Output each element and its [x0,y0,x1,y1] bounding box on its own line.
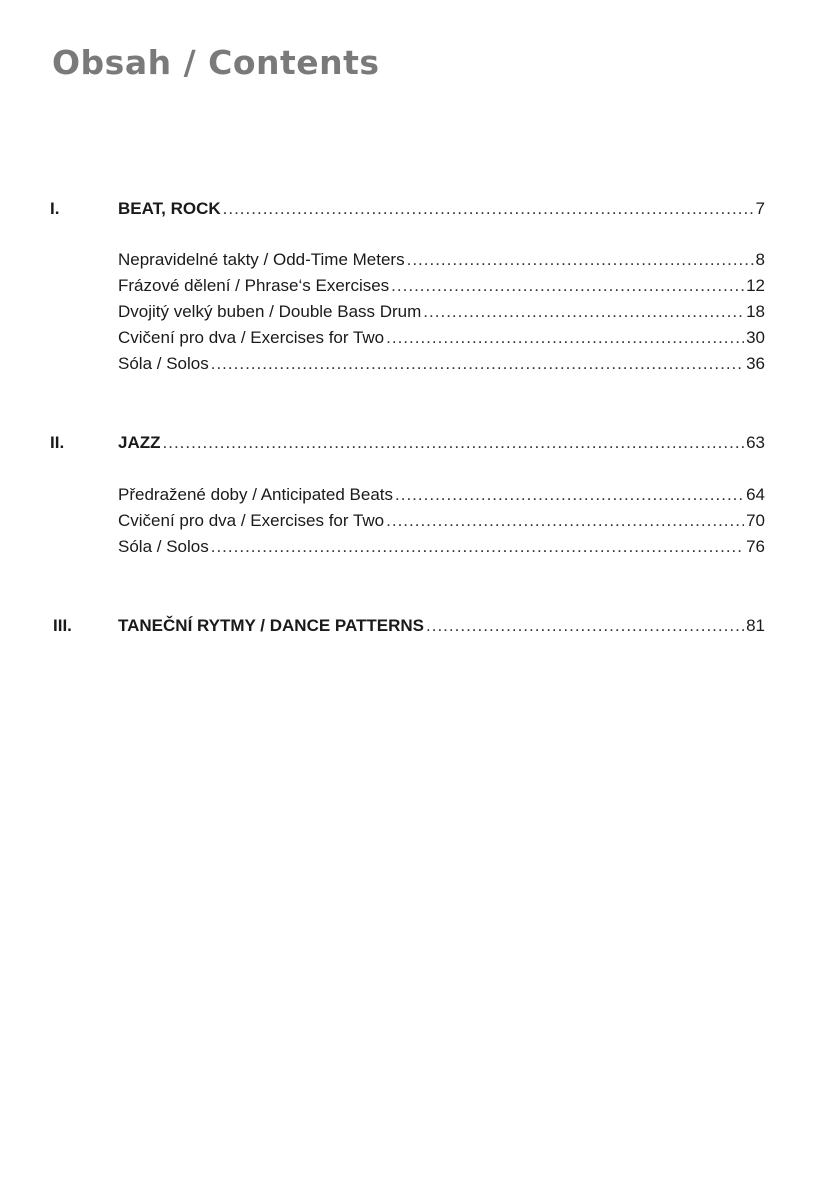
dot-leader [423,300,744,324]
item-title: Sóla / Solos [118,354,209,373]
dot-leader [426,614,744,638]
toc-section-beat-rock[interactable] [118,197,765,221]
toc-item-solos[interactable] [118,352,765,376]
page-number: 18 [746,302,765,321]
toc-item-exercises-for-two[interactable] [118,326,765,350]
page-number: 8 [755,250,765,269]
item-title: Cvičení pro dva / Exercises for Two [118,328,385,347]
page-number: 81 [746,616,765,635]
page-number: 76 [746,537,765,556]
section-numeral: III. [53,616,72,635]
dot-leader [211,352,744,376]
item-title: Předražené doby / Anticipated Beats [118,485,394,504]
page-number: 36 [746,354,765,373]
page-title: Obsah / Contents [52,43,380,82]
item-title: Frázové dělení / Phrase‘s Exercises [118,276,390,295]
section-title: JAZZ [118,433,161,452]
page-number: 70 [746,511,765,530]
page-number: 30 [746,328,765,347]
page-number: 64 [746,485,765,504]
section-title: TANEČNÍ RYTMY / DANCE PATTERNS [118,616,425,635]
item-title: Cvičení pro dva / Exercises for Two [118,511,385,530]
section-title: BEAT, ROCK [118,199,221,218]
dot-leader [395,483,744,507]
dot-leader [391,274,744,298]
toc-item-double-bass-drum[interactable] [118,300,765,324]
dot-leader [386,509,744,533]
dot-leader [211,535,744,559]
item-title: Sóla / Solos [118,537,209,556]
toc-item-exercises-for-two[interactable] [118,509,765,533]
item-title: Nepravidelné takty / Odd-Time Meters [118,250,405,269]
dot-leader [407,248,754,272]
dot-leader [386,326,744,350]
toc-item-solos[interactable] [118,535,765,559]
page-number: 12 [746,276,765,295]
toc-item-phrase-exercises[interactable] [118,274,765,298]
dot-leader [163,431,745,455]
page-number: 7 [755,199,765,218]
dot-leader [223,197,754,221]
section-numeral: II. [50,433,65,452]
toc-item-anticipated-beats[interactable] [118,483,765,507]
page-number: 63 [746,433,765,452]
item-title: Dvojitý velký buben / Double Bass Drum [118,302,422,321]
section-numeral: I. [50,199,60,218]
toc-section-jazz[interactable] [118,431,765,455]
toc-section-dance-patterns[interactable] [118,614,765,638]
toc-item-odd-time-meters[interactable] [118,248,765,272]
